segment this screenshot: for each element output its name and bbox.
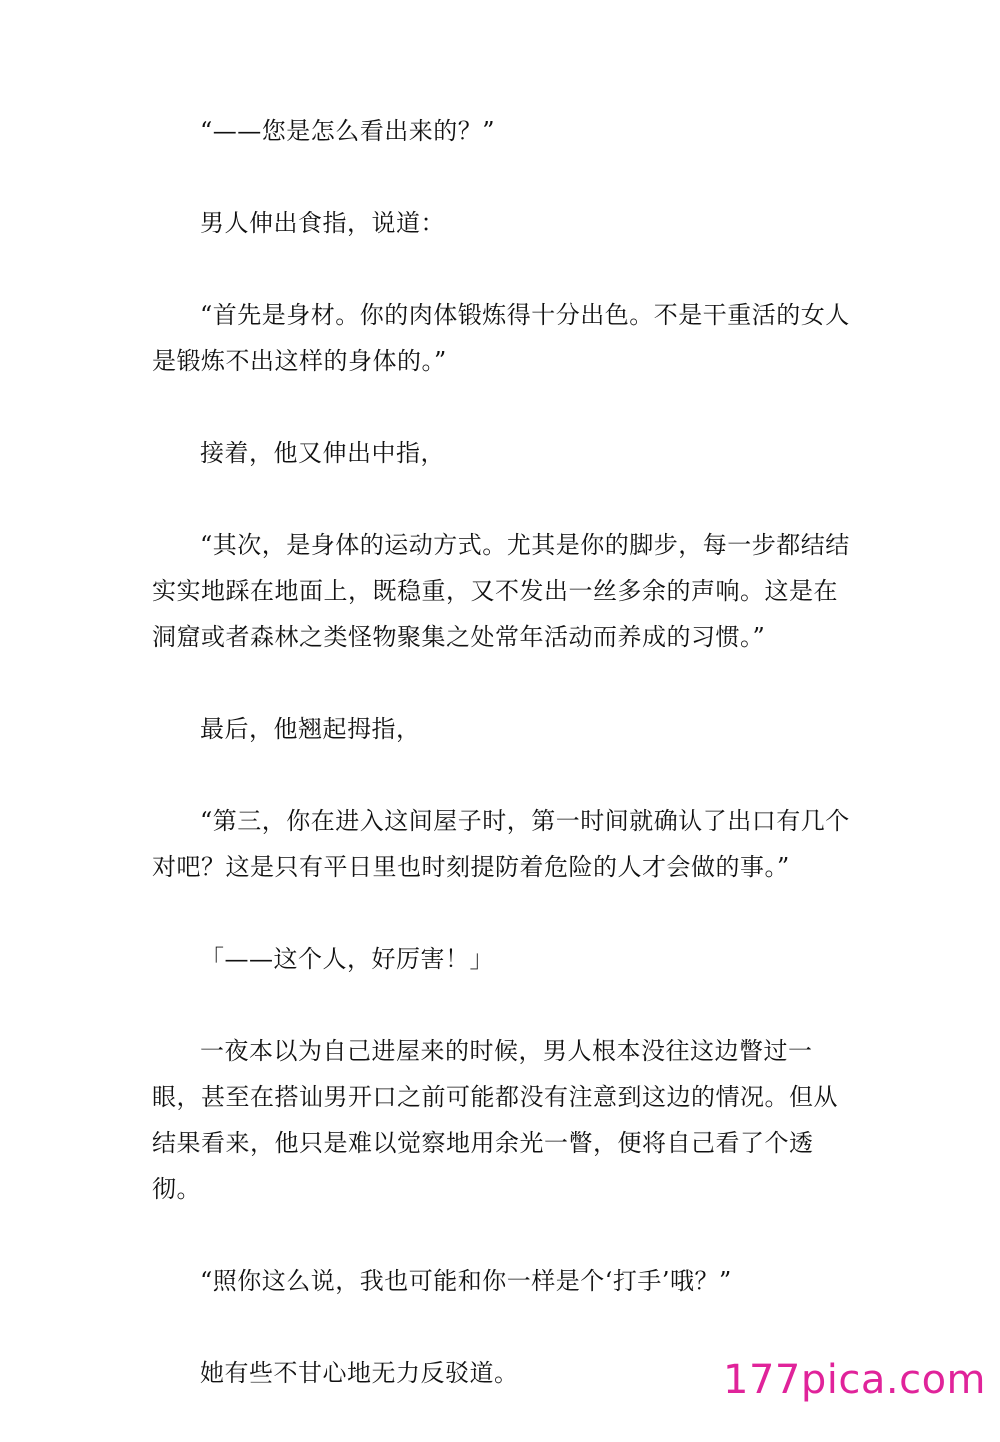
- site-watermark: 177pica.com: [723, 1357, 986, 1403]
- paragraph-9: 一夜本以为自己进屋来的时候，男人根本没往这边瞥过一眼，甚至在搭讪男开口之前可能都没有注意到这边的情况。但从结果看来，他只是难以觉察地用余光一瞥，便将自己看了个透彻。: [152, 1037, 838, 1203]
- paragraph-3: “首先是身材。你的肉体锻炼得十分出色。不是干重活的女人是锻炼不出这样的身体的。”: [152, 301, 850, 375]
- paragraph-1: “——您是怎么看出来的？”: [200, 117, 496, 145]
- paragraph-2: 男人伸出食指，说道：: [200, 209, 445, 237]
- paragraph-5: “其次，是身体的运动方式。尤其是你的脚步，每一步都结结实实地踩在地面上，既稳重，又不发出一丝多余的声响。这是在洞窟或者森林之类怪物聚集之处常年活动而养成的习惯。”: [152, 531, 850, 651]
- paragraph-6: 最后，他翘起拇指，: [200, 715, 421, 743]
- document-body: [152, 108, 852, 1442]
- paragraph-10: “照你这么说，我也可能和你一样是个‘打手’哦？”: [200, 1267, 732, 1295]
- paragraph-8: 「——这个人，好厉害！」: [200, 945, 494, 973]
- paragraph-11: 她有些不甘心地无力反驳道。: [200, 1359, 519, 1387]
- paragraph-4: 接着，他又伸出中指，: [200, 439, 445, 467]
- paragraph-7: “第三，你在进入这间屋子时，第一时间就确认了出口有几个对吧？这是只有平日里也时刻提防着危险的人才会做的事。”: [152, 807, 850, 881]
